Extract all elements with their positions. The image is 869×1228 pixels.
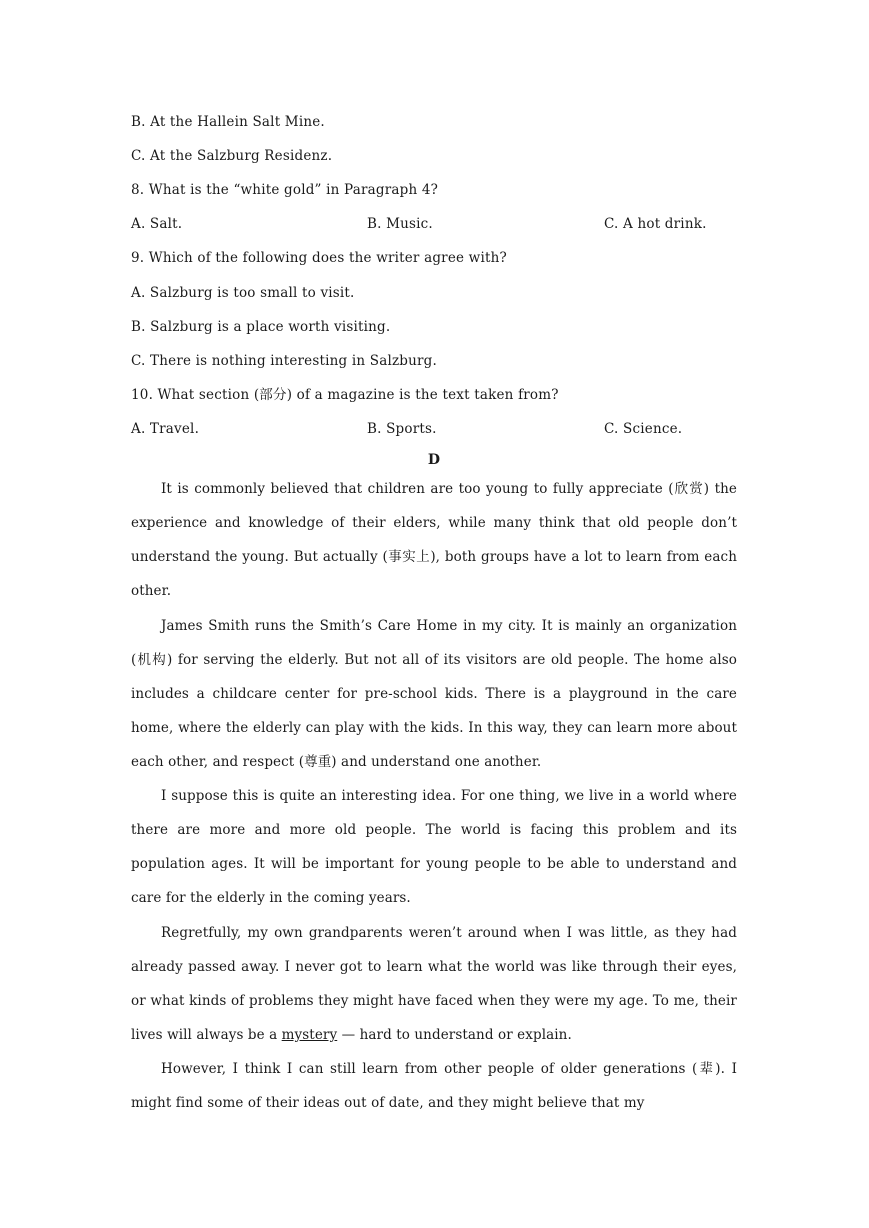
q8-stem: 8. What is the “white gold” in Paragraph 4?: [131, 182, 439, 198]
q10-stem: 10. What section (部分) of a magazine is the text taken from?: [131, 387, 559, 403]
q9-stem: 9. Which of the following does the writer agree with?: [131, 250, 507, 266]
q10-option-c: C. Science.: [604, 421, 683, 437]
paragraph-1: It is commonly believed that children are too young to fully appreciate (欣赏) the experience and knowledge of their elders, while many think that old people don’t understand the young. But actually (事实上), both groups have a lot to learn from each other.: [131, 481, 737, 600]
paragraph-2: James Smith runs the Smith’s Care Home in my city. It is mainly an organization (机构) for serving the elderly. But not all of its visitors are old people. The home also includes a childcare center for pre-school kids. There is a playground in the care home, where the elderly can play with the kids. In this way, they can learn more about each other, and respect (尊重) and understand one another.: [131, 618, 737, 771]
q9-option-c: C. There is nothing interesting in Salzburg.: [131, 353, 437, 369]
q9-option-a: A. Salzburg is too small to visit.: [131, 285, 355, 301]
q8-option-c: C. A hot drink.: [604, 216, 707, 232]
q8-option-b: B. Music.: [367, 216, 433, 232]
paragraph-3: I suppose this is quite an interesting idea. For one thing, we live in a world where there are more and more old people. The world is facing this problem and its population ages. It will be important for young people to be able to understand and care for the elderly in the coming years.: [131, 788, 737, 907]
q8-option-a: A. Salt.: [131, 216, 183, 232]
q9-option-b: B. Salzburg is a place worth visiting.: [131, 319, 391, 335]
paragraph-4-text-end: — hard to understand or explain.: [337, 1027, 572, 1044]
section-heading: D: [427, 452, 441, 468]
q7-option-b: B. At the Hallein Salt Mine.: [131, 114, 325, 130]
q7-option-c: C. At the Salzburg Residenz.: [131, 148, 333, 164]
paragraph-4: [131, 916, 737, 1052]
q10-option-b: B. Sports.: [367, 421, 437, 437]
q10-option-a: A. Travel.: [131, 421, 200, 437]
paragraph-5: However, I think I can still learn from other people of older generations (辈). I might find some of their ideas out of date, and they might believe that my: [131, 1061, 737, 1112]
paragraph-4-text-start: Regretfully, my own grandparents weren’t around when I was little, as they had already passed away. I never got to learn what the world was like through their eyes, or what kinds of problems they might have faced when they were my age. To me, their lives will always be a: [131, 925, 737, 1044]
underlined-word-mystery: mystery: [281, 1027, 338, 1044]
